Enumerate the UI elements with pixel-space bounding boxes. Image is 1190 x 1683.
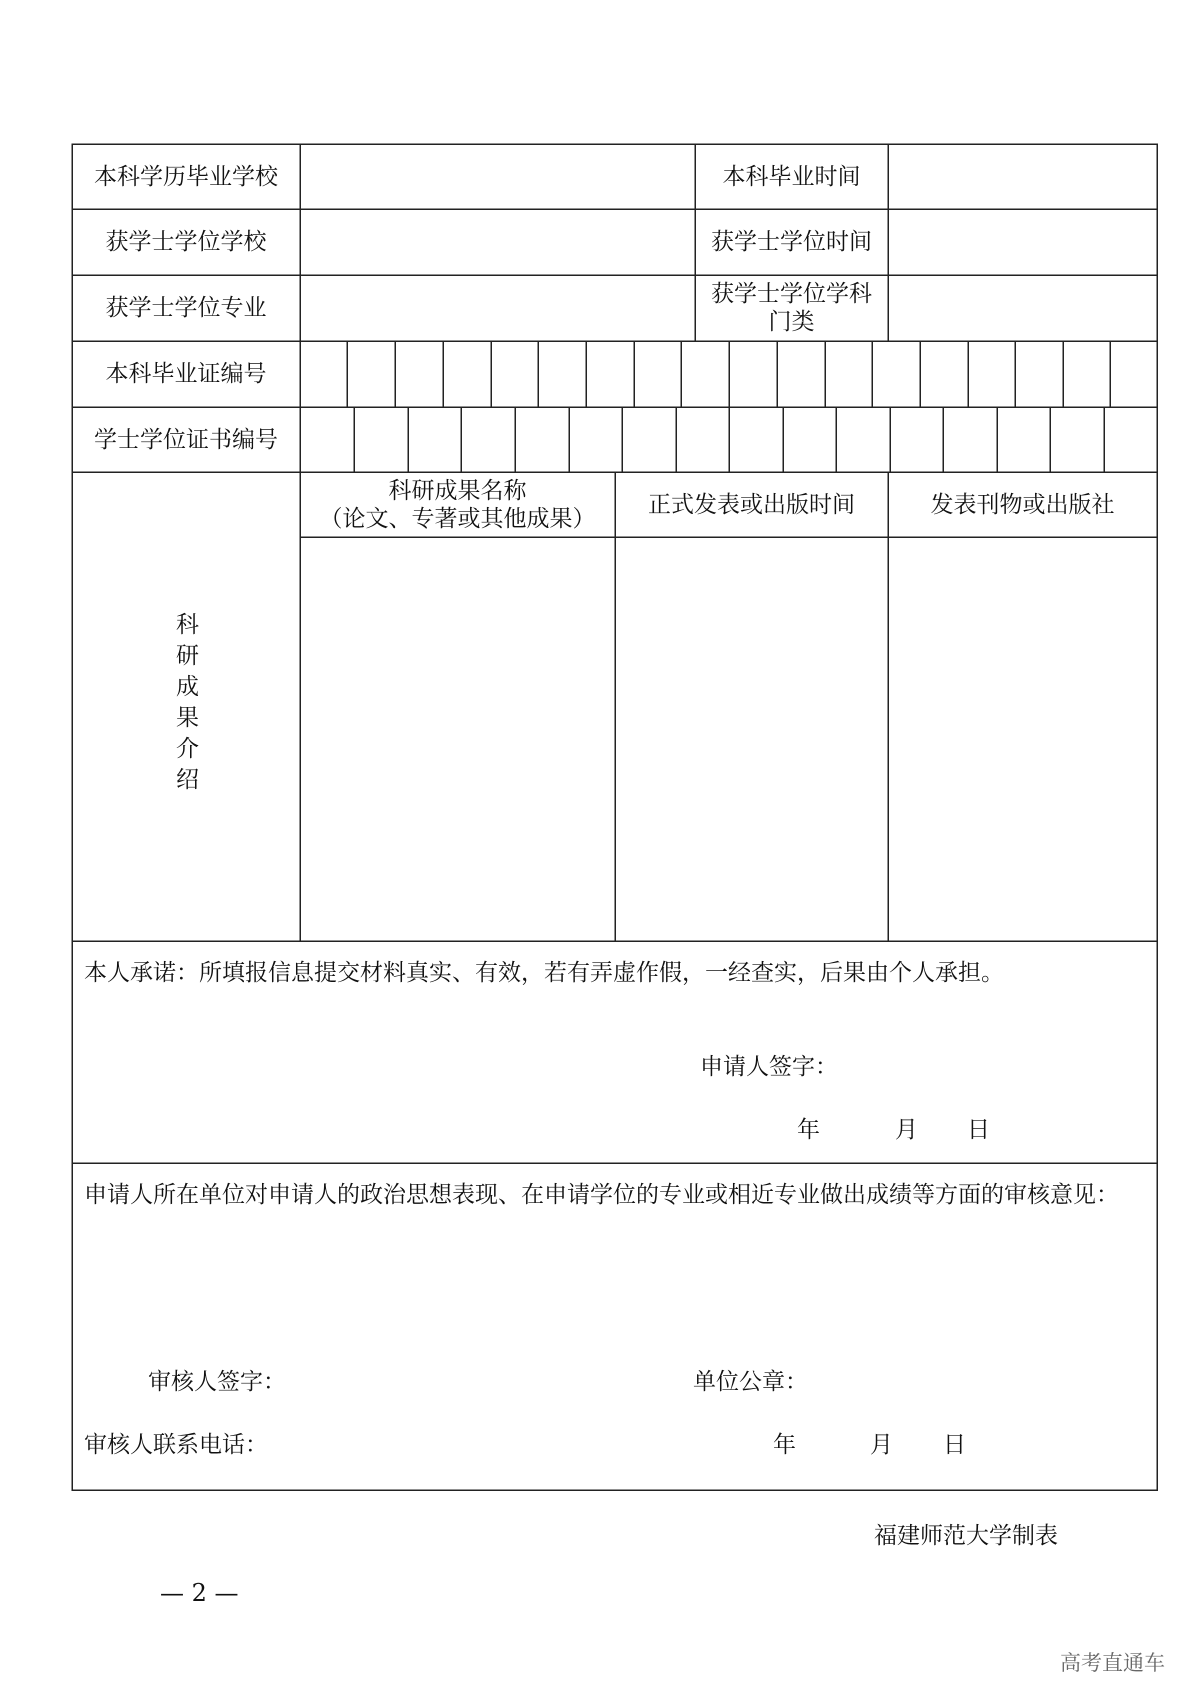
- research-name-area[interactable]: [301, 538, 614, 940]
- label-bachelor-category: 获学士学位学科门类: [711, 281, 872, 335]
- label-diploma-number: 本科毕业证编号: [105, 361, 267, 387]
- research-col3-header: 发表刊物或出版社: [930, 491, 1115, 518]
- bachelor-major-field[interactable]: [301, 276, 694, 340]
- research-col1-title: 科研成果名称: [388, 478, 527, 504]
- bachelor-category-field[interactable]: [889, 276, 1156, 340]
- research-col1-subtitle: （论文、专著或其他成果）: [319, 506, 596, 532]
- reviewer-signature-field[interactable]: [290, 1362, 620, 1398]
- label-undergrad-school: 本科学历毕业学校: [94, 163, 278, 190]
- label-undergrad-grad-time: 本科毕业时间: [722, 163, 861, 190]
- pledge-year-label: 年: [797, 1117, 820, 1143]
- label-bachelor-school: 获学士学位学校: [105, 229, 267, 255]
- research-publisher-area[interactable]: [889, 538, 1156, 940]
- form-maker: 福建师范大学制表: [874, 1523, 1058, 1549]
- watermark: 高考直通车: [1060, 1651, 1165, 1675]
- review-month-label: 月: [870, 1432, 893, 1458]
- research-col2-header: 正式发表或出版时间: [648, 491, 855, 518]
- undergrad-grad-time-field[interactable]: [889, 145, 1156, 208]
- label-bachelor-time: 获学士学位时间: [711, 229, 872, 255]
- bachelor-school-field[interactable]: [301, 210, 694, 274]
- diploma-number-boxes[interactable]: [301, 342, 1156, 406]
- bachelor-time-field[interactable]: [889, 210, 1156, 274]
- reviewer-phone-label: 审核人联系电话：: [84, 1432, 268, 1458]
- reviewer-phone-field[interactable]: [272, 1426, 652, 1462]
- pledge-day-label: 日: [967, 1117, 990, 1143]
- pledge-month-label: 月: [895, 1117, 918, 1143]
- research-side-label: 科研成果介绍: [172, 612, 198, 798]
- research-col1-header: [300, 474, 615, 536]
- review-instruction: 申请人所在单位对申请人的政治思想表现、在申请学位的专业或相近专业做出成绩等方面的审核意见：: [84, 1182, 1119, 1208]
- applicant-signature-label: 申请人签字：: [700, 1054, 838, 1080]
- reviewer-signature-label: 审核人签字：: [148, 1369, 286, 1395]
- applicant-signature-field[interactable]: [835, 1048, 1085, 1084]
- label-bachelor-major: 获学士学位专业: [105, 295, 267, 321]
- review-year-label: 年: [773, 1432, 796, 1458]
- pledge-text: 本人承诺：所填报信息提交材料真实、有效，若有弄虚作假，一经查实，后果由个人承担。: [84, 960, 1004, 986]
- review-day-label: 日: [943, 1432, 966, 1458]
- undergrad-school-field[interactable]: [301, 145, 694, 208]
- page-number: — 2 —: [160, 1579, 239, 1607]
- label-degree-cert-number: 学士学位证书编号: [94, 426, 278, 453]
- research-time-area[interactable]: [616, 538, 887, 940]
- unit-seal-field[interactable]: [810, 1362, 1110, 1398]
- unit-seal-label: 单位公章：: [693, 1369, 808, 1395]
- degree-cert-number-boxes[interactable]: [301, 408, 1156, 471]
